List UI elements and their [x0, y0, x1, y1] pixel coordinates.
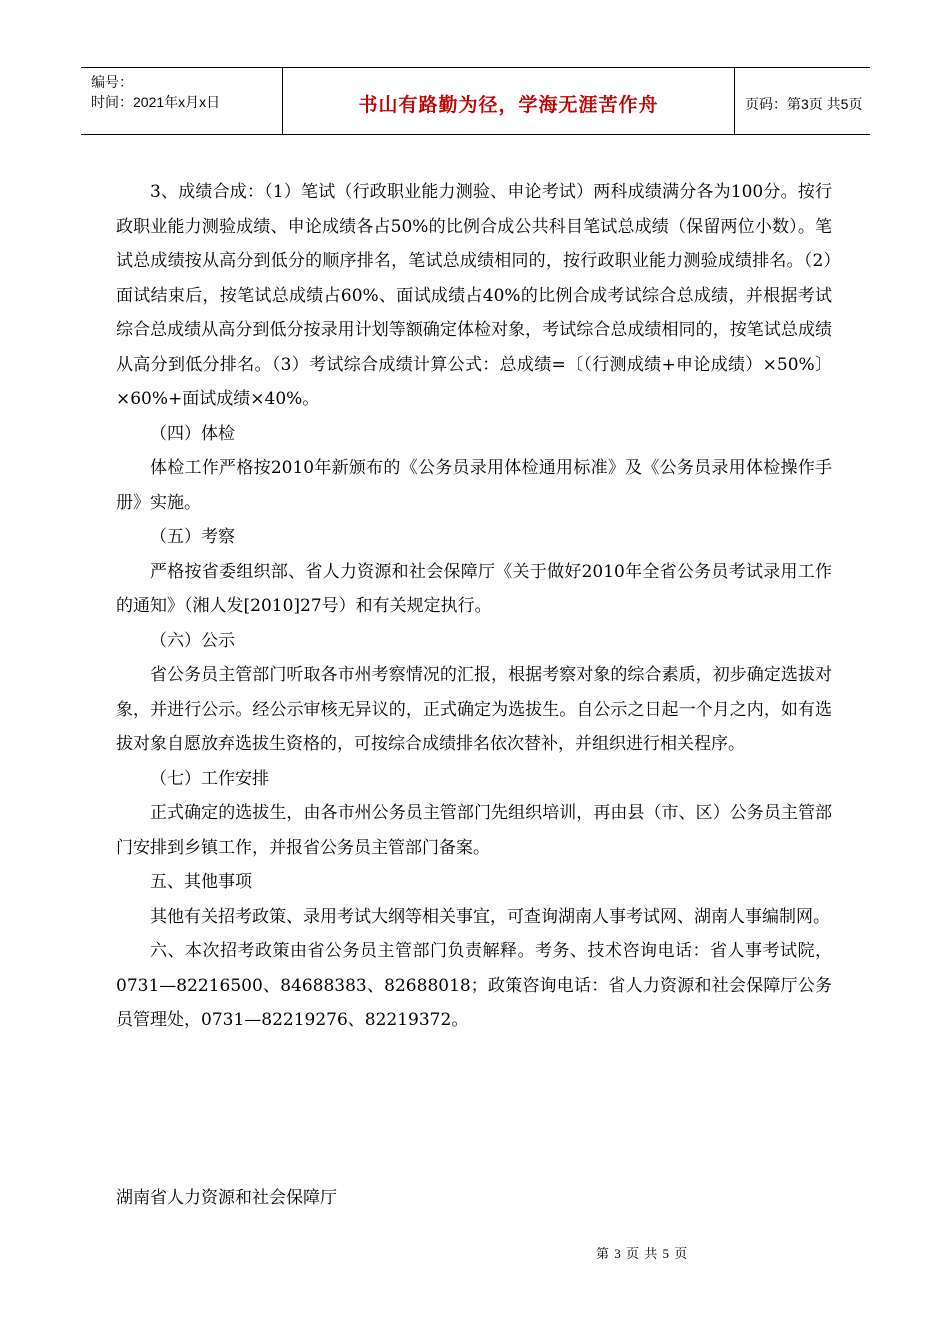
header-table [81, 67, 870, 135]
paragraph-interpretation: 六、本次招考政策由省公务员主管部门负责解释。考务、技术咨询电话：省人事考试院，0731—82216500、84688383、82688018；政策咨询电话：省人力资源和社会保障厅公务员管理处，0731—82219276、82219372。 [116, 941, 832, 1030]
section-heading-work-arrangement: （七）工作安排 [150, 768, 269, 789]
time-label: 时间：2021年x月x日 [91, 94, 221, 110]
section-heading-inspection: （五）考察 [150, 527, 235, 547]
header-motto-cell [283, 68, 735, 134]
section-heading-physical-exam: （四）体检 [150, 423, 235, 444]
paragraph-other-matters: 其他有关招考政策、录用考试大纲等相关事宜，可查询湖南人事考试网、湖南人事编制网。 [150, 906, 830, 927]
header-left-cell [81, 68, 283, 134]
paragraph-publicity: 省公务员主管部门听取各市州考察情况的汇报，根据考察对象的综合素质，初步确定选拔对象，并进行公示。经公示审核无异议的，正式确定为选拔生。自公示之日起一个月之内，如有选拔对象自愿放弃选拔生资格的，可按综合成绩排名依次替补，并组织进行相关程序。 [116, 665, 832, 754]
header-page-cell [735, 68, 870, 134]
paragraph-physical-exam: 体检工作严格按2010年新颁布的《公务员录用体检通用标准》及《公务员录用体检操作手册》实施。 [116, 458, 832, 513]
motto-text: 书山有路勤为径，学海无涯苦作舟 [358, 94, 659, 116]
document-body [116, 175, 832, 1038]
paragraph-scoring: 3、成绩合成：（1）笔试（行政职业能力测验、申论考试）两科成绩满分各为100分。按行政职业能力测验成绩、申论成绩各占50%的比例合成公共科目笔试总成绩（保留两位小数）。笔试总成绩按从高分到低分的顺序排名，笔试总成绩相同的，按行政职业能力测验成绩排名。（2）面试结束后，按笔试总成绩占60%、面试成绩占40%的比例合成考试综合总成绩，并根据考试综合总成绩从高分到低分按录用计划等额确定体检对象，考试综合总成绩相同的，按笔试总成绩从高分到低分排名。（3）考试综合成绩计算公式：总成绩=〔（行测成绩+申论成绩）×50%〕×60%+面试成绩×40%。 [116, 182, 832, 409]
page-footer: 第 3 页 共 5 页 [596, 1246, 689, 1261]
section-heading-other-matters: 五、其他事项 [150, 872, 252, 892]
number-label: 编号： [91, 74, 133, 90]
paragraph-work-arrangement: 正式确定的选拔生，由各市州公务员主管部门先组织培训，再由县（市、区）公务员主管部门安排到乡镇工作，并报省公务员主管部门备案。 [116, 803, 832, 858]
issuing-authority: 湖南省人力资源和社会保障厅 [116, 1188, 337, 1208]
paragraph-inspection: 严格按省委组织部、省人力资源和社会保障厅《关于做好2010年全省公务员考试录用工作的通知》（湘人发[2010]27号）和有关规定执行。 [116, 561, 832, 616]
page-code: 页码：第3页 共5页 [745, 96, 863, 112]
section-heading-publicity: （六）公示 [150, 630, 235, 651]
